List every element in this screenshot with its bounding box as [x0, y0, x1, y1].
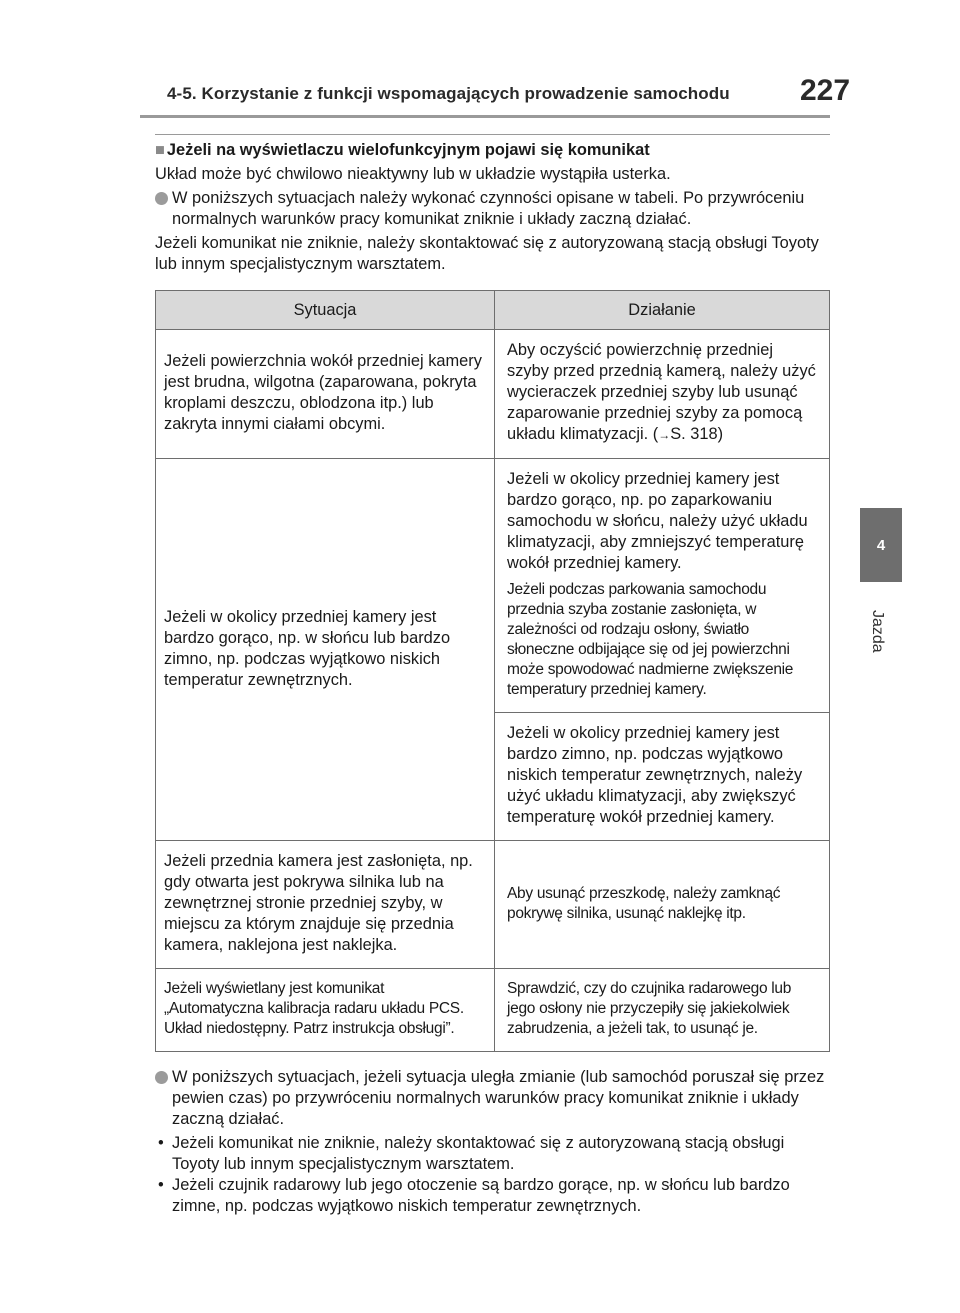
action-hot-text: Jeżeli w okolicy przedniej kamery jest bardzo gorąco, np. po zaparkowaniu samochodu w słońcu, należy użyć układu klimatyzacji, aby zmniejszyć temperaturę wokół przedniej kamery. — [507, 470, 808, 572]
table-row — [156, 969, 830, 1052]
dot-bullet-icon: • — [158, 1134, 164, 1152]
section-heading-text: Jeżeli na wyświetlaczu wielofunkcyjnym pojawi się komunikat — [166, 141, 650, 159]
section-heading — [155, 140, 830, 161]
situation-cell: Jeżeli powierzchnia wokół przedniej kamery jest brudna, wilgotna (zaparowana, pokryta kroplami deszczu, oblodzona itp.) lub zakryta innymi ciałami obcymi. — [156, 330, 495, 459]
bullet-item — [155, 188, 830, 230]
column-header-situation: Sytuacja — [156, 291, 495, 330]
contact-note: Jeżeli komunikat nie zniknie, należy skontaktować się z autoryzowaną stacją obsługi Toyoty lub innym specjalistycznym warsztatem. — [155, 234, 819, 273]
list-item — [155, 1175, 830, 1217]
situation-cell: Jeżeli w okolicy przedniej kamery jest bardzo gorąco, np. w słońcu lub bardzo zimno, np. podczas wyjątkowo niskich temperatur zewnętrznych. — [156, 459, 495, 841]
action-cell — [495, 841, 830, 969]
list-item-text: Jeżeli czujnik radarowy lub jego otoczenie są bardzo gorące, np. w słońcu lub bardzo zimne, np. podczas wyjątkowo niskich temperatur zewnętrznych. — [172, 1176, 790, 1215]
page-content — [155, 140, 830, 1220]
action-cold-block — [495, 712, 829, 840]
situation-cell: Jeżeli wyświetlany jest komunikat „Automatyczna kalibracja radaru układu PCS. Układ niedostępny. Patrz instrukcja obsługi”. — [156, 969, 495, 1052]
section-divider — [155, 134, 830, 135]
page-reference: S. 318) — [670, 425, 724, 443]
round-bullet-icon — [155, 192, 168, 205]
chapter-title: 4-5. Korzystanie z funkcji wspomagających prowadzenie samochodu — [167, 84, 730, 103]
action-cell — [495, 969, 830, 1052]
action-text: Aby usunąć przeszkodę, należy zamknąć pokrywę silnika, usunąć naklejkę itp. — [507, 884, 781, 922]
table-row — [156, 330, 830, 459]
bullet-text: W poniższych sytuacjach, jeżeli sytuacja uległa zmianie (lub samochód poruszał się przez pewien czas) po przywróceniu normalnych warunków pracy komunikat zniknie i układy zaczną działać. — [172, 1068, 825, 1128]
round-bullet-icon — [155, 1071, 168, 1084]
action-cold-text: Jeżeli w okolicy przedniej kamery jest bardzo zimno, np. podczas wyjątkowo niskich temperatur zewnętrznych, należy użyć układu klimatyzacji, aby zwiększyć temperaturę wokół przedniej kamery. — [507, 724, 803, 826]
situation-action-table — [155, 290, 830, 1052]
column-header-action: Działanie — [495, 291, 830, 330]
action-main: Aby oczyścić powierzchnię przedniej szyby przed przednią kamerą, należy użyć wycieraczek przedniej szyby lub usunąć zaparowanie przedniej szyby za pomocą układu klimatyzacji. ( — [507, 341, 816, 443]
header-rule — [140, 115, 830, 118]
arrow-right-icon: → — [658, 428, 671, 442]
action-text: Sprawdzić, czy do czujnika radarowego lub jego osłony nie przyczepiły się jakiekolwiek zabrudzenia, a jeżeli tak, to usunąć je. — [507, 980, 792, 1037]
situation-cell: Jeżeli przednia kamera jest zasłonięta, np. gdy otwarta jest pokrywa silnika lub na zewnętrznej stronie przedniej szyby, w miejscu za którym znajduje się przednia kamera, naklejona jest naklejka. — [156, 841, 495, 969]
list-item-text: Jeżeli komunikat nie zniknie, należy skontaktować się z autoryzowaną stacją obsługi Toyoty lub innym specjalistycznym warsztatem. — [172, 1134, 785, 1173]
bullet-text: W poniższych sytuacjach należy wykonać czynności opisane w tabeli. Po przywróceniu normalnych warunków pracy komunikat zniknie i układy zaczną działać. — [172, 189, 805, 228]
chapter-tab-label: Jazda — [869, 610, 886, 653]
action-cell — [495, 330, 830, 459]
table-row — [156, 459, 830, 841]
list-item — [155, 1133, 830, 1175]
table-row — [156, 841, 830, 969]
action-cell — [495, 459, 830, 841]
action-hot-note: Jeżeli podczas parkowania samochodu przednia szyba zostanie zasłonięta, w zależności od rodzaju osłony, światło słoneczne odbijające się od jej powierzchni może spowodować nadmierne zwiększenie temperatury przedniej kamery. — [507, 581, 794, 698]
intro-text: Układ może być chwilowo nieaktywny lub w układzie wystąpiła usterka. — [155, 165, 671, 183]
table-header-row — [156, 291, 830, 330]
action-hot-block — [495, 459, 829, 712]
page-number: 227 — [800, 74, 851, 107]
square-bullet-icon: ■ — [155, 141, 165, 159]
chapter-tab[interactable]: 4 — [860, 508, 902, 582]
bullet-item — [155, 1067, 830, 1130]
action-text — [495, 330, 829, 458]
dot-bullet-icon: • — [158, 1176, 164, 1194]
